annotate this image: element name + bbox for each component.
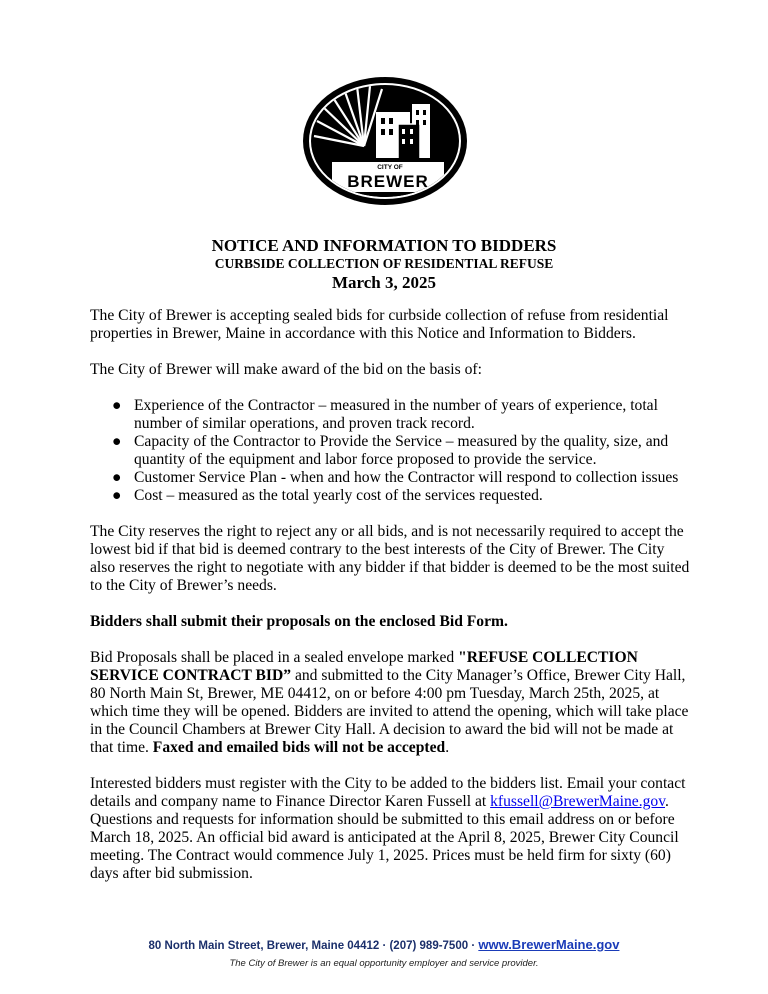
logo-line2: BREWER (347, 172, 429, 191)
list-item: ● Customer Service Plan - when and how the Contractor will respond to collection issues (112, 469, 679, 486)
bid-form-paragraph: Bidders shall submit their proposals on the enclosed Bid Form. (90, 613, 508, 630)
notice-subtitle: CURBSIDE COLLECTION OF RESIDENTIAL REFUSE (214, 256, 554, 271)
list-item: ● Capacity of the Contractor to Provide the Service – measured by the quality, size, and quantity of the equipment and labor force proposed to provide the service. (112, 433, 669, 468)
page-footer (0, 937, 768, 971)
logo-line1: CITY OF (377, 164, 403, 171)
notice-heading (0, 236, 768, 293)
footer-tagline: The City of Brewer is an equal opportunity employer and service provider. (229, 958, 539, 969)
proposals-paragraph: Bid Proposals shall be placed in a sealed envelope marked "REFUSE COLLECTION SERVICE CONTRACT BID” and submitted to the City Manager’s Office, Brewer City Hall, 80 North Main St, Brewer, ME 04412, on or before 4:00 pm Tuesday, March 25th, 2025, at which time they will be opened. Bidders are invited to attend the opening, which will take place in the Council Chambers at Brewer City Hall. A decision to award the bid will not be made at that time. Faxed and emailed bids will not be accepted. (90, 649, 689, 756)
email-link[interactable]: kfussell@BrewerMaine.gov (490, 793, 665, 810)
notice-body (90, 307, 690, 883)
list-item: ● Cost – measured as the total yearly cost of the services requested. (112, 487, 543, 504)
bullet-icon: ● (112, 433, 122, 450)
bullet-icon: ● (112, 397, 122, 414)
intro-paragraph: The City of Brewer is accepting sealed bids for curbside collection of refuse from residential properties in Brewer, Maine in accordance with this Notice and Information to Bidders. (90, 307, 669, 342)
list-item: ● Experience of the Contractor – measured in the number of years of experience, total number of similar operations, and proven track record. (112, 397, 658, 432)
notice-date: March 3, 2025 (331, 273, 437, 292)
city-of-brewer-logo (302, 76, 468, 206)
reserves-paragraph: The City reserves the right to reject any or all bids, and is not necessarily required to accept the lowest bid if that bid is deemed contrary to the best interests of the City of Brewer. The City also reserves the right to negotiate with any bidder if that bidder is deemed to be the most suited to the City of Brewer’s needs. (90, 523, 690, 594)
criteria-list (90, 397, 690, 505)
register-paragraph: Interested bidders must register with the City to be added to the bidders list. Email your contact details and company name to Finance Director Karen Fussell at kfussell@BrewerMaine.gov. Questions and requests for information should be submitted to this email address on or before March 18, 2025. An official bid award is anticipated at the April 8, 2025, Brewer City Council meeting. The Contract would commence July 1, 2025. Prices must be held firm for sixty (60) days after bid submission. (90, 775, 686, 882)
website-link[interactable]: www.BrewerMaine.gov (478, 937, 620, 952)
notice-title: NOTICE AND INFORMATION TO BIDDERS (211, 236, 557, 255)
bullet-icon: ● (112, 469, 122, 486)
bullet-icon: ● (112, 487, 122, 504)
award-basis-paragraph: The City of Brewer will make award of the bid on the basis of: (90, 361, 482, 378)
footer-address: 80 North Main Street, Brewer, Maine 04412 · (207) 989-7500 · www.BrewerMaine.gov (148, 937, 620, 952)
